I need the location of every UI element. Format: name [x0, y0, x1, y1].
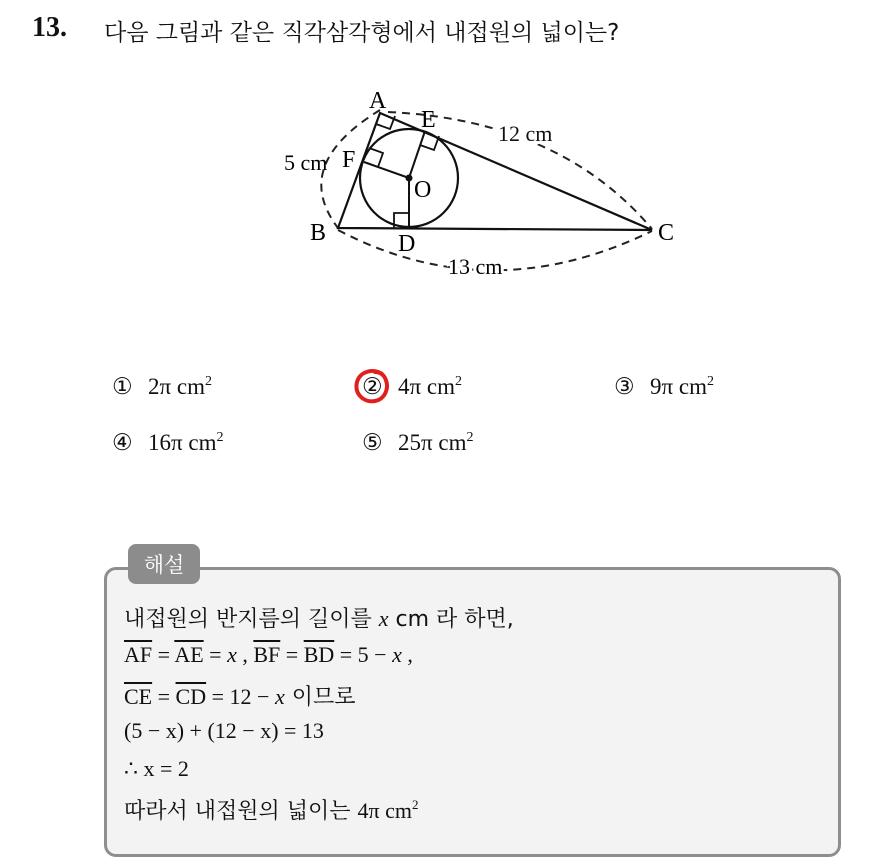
- choice-number: ⑤: [362, 430, 383, 455]
- choice-exponent: 2: [706, 374, 714, 389]
- line2-eq4: = 5 −: [334, 642, 393, 667]
- line3-eq2: = 12 −: [206, 684, 275, 709]
- line1-post: cm 라 하면,: [388, 607, 514, 632]
- radius-oe: [409, 131, 425, 178]
- label-a: A: [369, 88, 387, 114]
- label-o: O: [414, 177, 432, 203]
- choice-value: 2π cm: [148, 374, 205, 399]
- solution-line-1: [124, 602, 514, 633]
- answer-circle-mark: [352, 366, 392, 406]
- question-text: 다음 그림과 같은 직각삼각형에서 내접원의 넓이는?: [104, 20, 620, 46]
- label-d: D: [398, 231, 416, 257]
- line1-pre: 내접원의 반지름의 길이를: [124, 607, 379, 632]
- line3-eq1: =: [152, 684, 176, 709]
- line2-eq3: =: [280, 642, 304, 667]
- triangle-abc: [338, 113, 652, 230]
- choice-5[interactable]: [362, 430, 473, 456]
- length-ac: 12 cm: [498, 121, 553, 146]
- line2-eq2: =: [203, 642, 228, 667]
- solution-tag: 해설: [128, 544, 200, 584]
- seg-cd: $\overline{CD}$: [175, 684, 207, 709]
- choice-value: 16π cm: [148, 430, 217, 455]
- line6-exp: 2: [412, 797, 419, 812]
- choice-number: ①: [112, 374, 133, 399]
- solution-line-3: [124, 680, 355, 711]
- solution-line-4: (5 − x) + (12 − x) = 13: [124, 718, 324, 743]
- line1-var: x: [378, 606, 389, 631]
- radius-of: [364, 162, 409, 178]
- solution-line-6: [124, 794, 419, 825]
- label-e: E: [421, 107, 436, 133]
- length-bc: 13 cm: [448, 254, 503, 279]
- seg-bf: $\overline{BF}$: [253, 642, 281, 667]
- choice-value: 4π cm: [398, 374, 455, 399]
- choice-3[interactable]: [614, 374, 714, 400]
- choice-value: 25π cm: [398, 430, 467, 455]
- question-number: 13.: [32, 12, 67, 43]
- choice-exponent: 2: [204, 374, 212, 389]
- seg-af: $\overline{AF}$: [124, 642, 153, 667]
- label-b: B: [310, 220, 327, 246]
- line2-eq1: =: [152, 642, 175, 667]
- choice-number: ②: [362, 374, 383, 399]
- choice-number: ④: [112, 430, 133, 455]
- line2-x2: x: [392, 642, 402, 667]
- label-c: C: [658, 220, 675, 246]
- center-o-dot: [406, 175, 413, 182]
- length-ab: 5 cm: [284, 150, 328, 175]
- solution-line-2: [124, 642, 413, 668]
- seg-ce: $\overline{CE}$: [124, 684, 153, 709]
- choice-value: 9π cm: [650, 374, 707, 399]
- seg-ae: $\overline{AE}$: [174, 642, 204, 667]
- line2-end: ,: [401, 642, 413, 667]
- choice-1[interactable]: [112, 374, 212, 400]
- triangle-figure: [0, 0, 884, 320]
- line6-pre: 따라서 내접원의 넓이는: [124, 799, 358, 824]
- line6-val: 4π cm: [357, 798, 412, 823]
- choice-exponent: 2: [454, 374, 462, 389]
- seg-bd: $\overline{BD}$: [303, 642, 335, 667]
- choice-4[interactable]: [112, 430, 223, 456]
- label-f: F: [342, 147, 356, 173]
- choice-exponent: 2: [466, 430, 474, 445]
- choice-number: ③: [614, 374, 635, 399]
- line2-x1: x: [227, 642, 237, 667]
- line3-post: 이므로: [284, 685, 356, 710]
- line3-x: x: [274, 684, 285, 709]
- line2-mid: ,: [236, 642, 254, 667]
- solution-line-5: ∴ x = 2: [124, 756, 189, 781]
- choice-exponent: 2: [216, 430, 224, 445]
